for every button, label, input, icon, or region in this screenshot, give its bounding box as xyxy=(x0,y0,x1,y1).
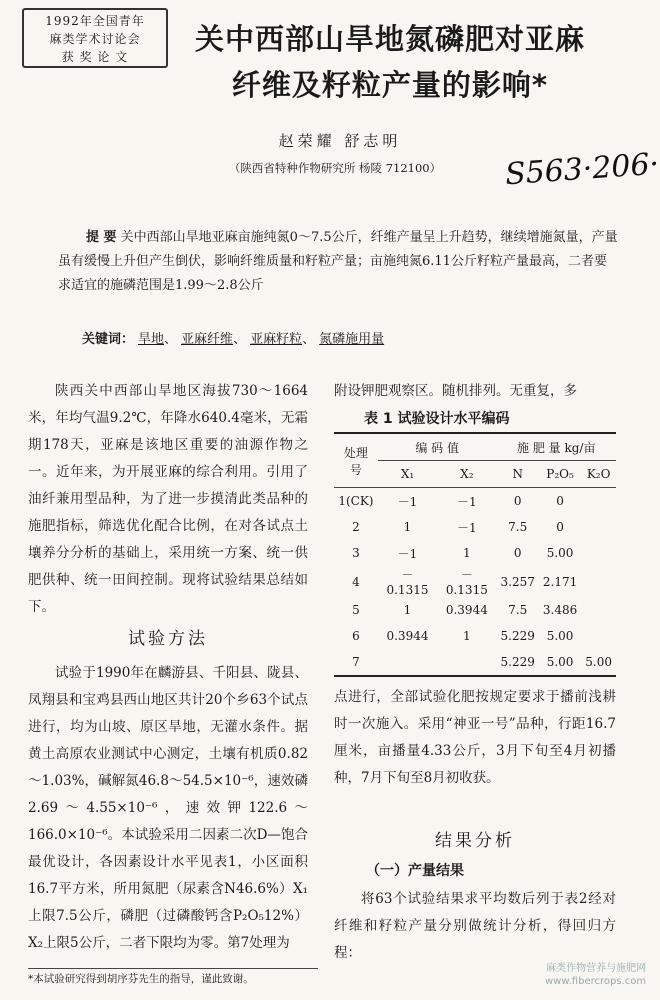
methods-paragraph: 试验于1990年在麟游县、千阳县、陇县、凤翔县和宝鸡县西山地区共计20个乡63个试点进行，均为山坡、原区旱地，无灌水条件。据黄土高原农业测试中心测定，土壤有机质0.82～1.03%，碱解氮46.8～54.5×10⁻⁶，速效磷2.69～4.55×10⁻⁶，速效钾122.6～166.0×10⁻⁶。本试验采用二因素二次D—饱合最优设计，各因素设计水平见表1，小区面积16.7平方米，所用氮肥（尿素含N46.6%）X₁上限7.5公斤，磷肥（过磷酸钙含P₂O₅12%）X₂上限5公斤，二者下限均为零。第7处理为 xyxy=(28,665,308,951)
handwritten-code: S563·206· xyxy=(503,146,660,193)
table-cell xyxy=(581,488,616,515)
table-cell: 0 xyxy=(556,520,564,534)
keywords-label: 关键词： xyxy=(82,332,135,347)
table-cell xyxy=(378,649,437,676)
table-header-code: 编 码 值 xyxy=(378,433,497,461)
table-row xyxy=(334,597,616,623)
table-row xyxy=(334,540,616,566)
abstract-text: 关中西部山旱地亚麻亩施纯氮0～7.5公斤，纤维产量呈上升趋势，继续增施氮量，产量虽有缓慢上升但产生倒伏，影响纤维质量和籽粒产量；亩施纯氮6.11公斤籽粒产量最高，二者要求适宜的施磷范围是1.99～2.8公斤 xyxy=(58,230,618,293)
table-cell: －1 xyxy=(397,494,418,509)
table-cell: 1 xyxy=(463,546,471,560)
footnote: *本试验研究得到胡序芬先生的指导，谨此致谢。 xyxy=(28,968,318,986)
site-watermark xyxy=(545,962,646,988)
watermark-line: 麻类作物营养与施肥网 xyxy=(546,963,647,974)
table-cell: 0.3944 xyxy=(386,629,429,643)
table-cell: 1 xyxy=(403,603,412,617)
table-cell: 4 xyxy=(352,574,360,589)
table-header-col: N xyxy=(512,467,523,481)
table-cell: 0 xyxy=(513,546,522,560)
table-cell: －1 xyxy=(457,494,477,509)
table-cell: －1 xyxy=(457,520,477,535)
award-stamp xyxy=(22,8,168,68)
table-row xyxy=(334,514,616,540)
table-cell: 3 xyxy=(352,546,360,560)
right-col-after-table: 点进行，全部试验化肥按规定要求于播前浅耕时一次施入。采用“神亚一号”品种，行距16.7厘米，亩播量4.33公斤，3月下旬至4月初播种，7月下旬至8月初收获。 xyxy=(334,689,616,786)
table-cell: 1 xyxy=(463,629,471,643)
table-cell: 3.486 xyxy=(542,603,578,617)
table-cell: －0.1315 xyxy=(386,568,429,597)
table-cell: 6 xyxy=(352,629,360,643)
paper-title-line2: 纤维及籽粒产量的影响* xyxy=(231,68,549,102)
abstract-label: 提 要 xyxy=(86,230,117,245)
table-row xyxy=(334,649,616,676)
paper-title-line1: 关中西部山旱地氮磷肥对亚麻 xyxy=(194,22,585,56)
table-cell: 3.257 xyxy=(500,574,535,589)
table-cell: 5.229 xyxy=(500,655,535,669)
table-cell: －0.1315 xyxy=(445,568,488,597)
table-cell: 5.00 xyxy=(546,655,574,669)
table-cell: 1 xyxy=(403,520,412,534)
table-row xyxy=(334,623,616,649)
table-cell: 2 xyxy=(352,520,360,534)
table-cell: 2.171 xyxy=(542,574,578,589)
authors: 赵荣耀 舒志明 xyxy=(278,132,402,150)
watermark-line: www.fibercrops.com xyxy=(545,976,647,987)
right-col-top: 附设钾肥观察区。随机排列。无重复，多 xyxy=(334,383,577,399)
table-cell: 0 xyxy=(513,494,522,508)
table-cell: 7.5 xyxy=(508,520,528,534)
table-cell: 1(CK) xyxy=(338,494,374,508)
table-header-treatment: 处理号 xyxy=(334,433,378,488)
table-header-col: K₂O xyxy=(586,467,611,481)
keyword-item: 亚麻纤维 xyxy=(181,332,234,347)
table-title: 表 1 试验设计水平编码 xyxy=(364,411,510,427)
intro-paragraph: 陕西关中西部山旱地区海拔730～1664米，年均气温9.2℃，年降水640.4毫米，无霜期178天，亚麻是该地区重要的油源作物之一。近年来，为开展亚麻的综合利用。引用了油纤兼用型品种，为了进一步摸清此类品种的施肥指标，筛选优化配合比例，在对各试点土壤养分分析的基础上，采用统一方案、统一供肥供种、统一田间控制。现将试验结果总结如下。 xyxy=(28,383,308,615)
keyword-item: 氮磷施用量 xyxy=(319,332,385,347)
section-title-results: 结果分析 xyxy=(435,831,515,851)
table-cell: 7.5 xyxy=(508,603,528,617)
table-row xyxy=(334,566,616,597)
table-cell xyxy=(437,649,496,676)
table-cell: 5.00 xyxy=(546,546,574,560)
table-header-col: X₁ xyxy=(400,467,415,481)
table-cell: －1 xyxy=(397,546,418,561)
table-cell xyxy=(581,623,616,649)
table-cell xyxy=(581,566,616,597)
table-cell: 5.229 xyxy=(500,629,535,643)
keyword-item: 旱地 xyxy=(138,332,165,347)
affiliation: （陕西省特种作物研究所 杨陵 712100） xyxy=(228,161,442,175)
stamp-line: 麻类学术讨论会 xyxy=(49,32,141,46)
table-cell: 0.3944 xyxy=(445,603,488,617)
subsection-title: （一）产量结果 xyxy=(366,863,464,879)
table-cell: 5 xyxy=(352,603,360,617)
keyword-item: 亚麻籽粒 xyxy=(250,332,303,347)
stamp-line: 获 奖 论 文 xyxy=(61,50,129,64)
table-cell xyxy=(581,597,616,623)
abstract xyxy=(58,226,618,298)
table-cell: 7 xyxy=(352,655,360,669)
table-cell: 5.00 xyxy=(546,629,574,643)
table-header-col: X₂ xyxy=(460,467,474,481)
table-cell: 0 xyxy=(556,494,564,508)
table-row xyxy=(334,488,616,515)
table-cell: 5.00 xyxy=(585,655,612,669)
keywords: 关键词： 旱地、 亚麻纤维、 亚麻籽粒、 氮磷施用量 xyxy=(82,332,385,347)
table-cell xyxy=(581,514,616,540)
table-cell xyxy=(581,540,616,566)
table-header-fertilizer: 施 肥 量 kg/亩 xyxy=(497,433,616,461)
table-header-col: P₂O₅ xyxy=(546,467,574,481)
design-table xyxy=(334,432,616,677)
results-paragraph: 将63个试验结果求平均数后列于表2经对纤维和籽粒产量分别做统计分析，得回归方程： xyxy=(334,891,616,961)
stamp-line: 1992年全国青年 xyxy=(45,14,145,28)
section-title-methods: 试验方法 xyxy=(128,629,208,649)
